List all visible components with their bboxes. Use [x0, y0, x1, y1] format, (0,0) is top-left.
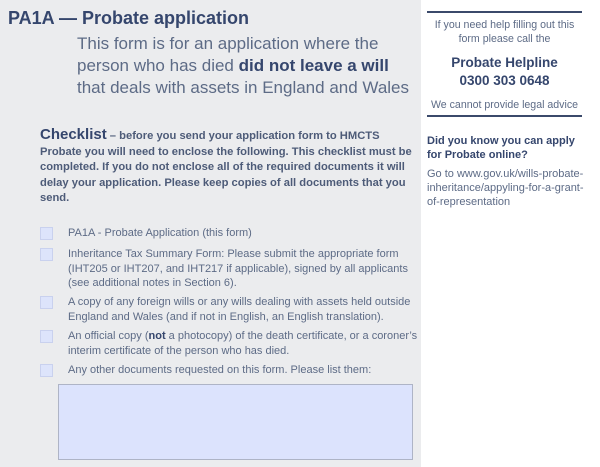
checklist-item-iht	[40, 247, 418, 295]
checklist-item-foreign-wills	[40, 295, 418, 329]
checklist-item-other-documents	[40, 363, 418, 378]
online-heading: Did you know you can apply for Probate online?	[427, 135, 575, 161]
checklist-item-label-end: a photocopy) of the death certificate, or a coroner’s interim certificate of the person who has died.	[68, 330, 418, 357]
help-text: If you need help filling out this form please call the	[434, 19, 575, 45]
intro-text-end: that deals with assets in England and Wales	[77, 78, 410, 97]
helpline-number: 0300 303 0648	[459, 73, 550, 88]
checkbox-foreign-wills[interactable]	[40, 296, 53, 309]
divider-bottom	[427, 115, 582, 117]
helpline-name: Probate Helpline	[451, 55, 558, 70]
intro-emphasis: did not leave a will	[238, 56, 389, 75]
checkbox-other-documents[interactable]	[40, 364, 53, 377]
page-title: PA1A — Probate application	[8, 8, 250, 28]
checklist-item-label: PA1A - Probate Application (this form)	[68, 227, 252, 239]
helpline-box	[427, 11, 582, 117]
checklist-item-label: Any other documents requested on this form. Please list them:	[68, 364, 372, 376]
checklist-item-label: Inheritance Tax Summary Form: Please submit the appropriate form (IHT205 or IHT207, and IHT217 if applicable), signed by all applicants (see additional notes in Section 6).	[68, 248, 408, 289]
online-text: Go to www.gov.uk/wills-probate-inheritance/appyling-for-a-grant-of-representation	[427, 168, 584, 208]
checklist-item-label: A copy of any foreign wills or any wills dealing with assets held outside England and Wales (and if not in English, an English translation).	[68, 296, 411, 323]
checklist-item-emphasis: not	[148, 330, 166, 342]
checkbox-death-certificate[interactable]	[40, 330, 53, 343]
intro-text: This form is for an application where the person who has died	[77, 34, 379, 75]
checklist-instructions: – before you send your application form to HMCTS Probate you will need to enclose the following. This checklist must be completed. If you do not enclose all of the required documents it will delay your application. Please keep copies of all documents that you send.	[40, 130, 412, 204]
legal-note: We cannot provide legal advice	[430, 99, 579, 111]
checkbox-iht[interactable]	[40, 248, 53, 261]
checklist-item-death-certificate	[40, 329, 418, 363]
checkbox-pa1a[interactable]	[40, 227, 53, 240]
other-documents-input[interactable]	[58, 384, 413, 460]
checklist-intro	[40, 127, 415, 207]
checklist-item-pa1a	[40, 226, 418, 247]
checklist-heading: Checklist	[40, 126, 107, 143]
checklist-item-label: An official copy (	[68, 330, 149, 342]
form-intro	[77, 33, 417, 99]
divider-top	[427, 11, 582, 13]
checklist-items	[40, 226, 418, 378]
